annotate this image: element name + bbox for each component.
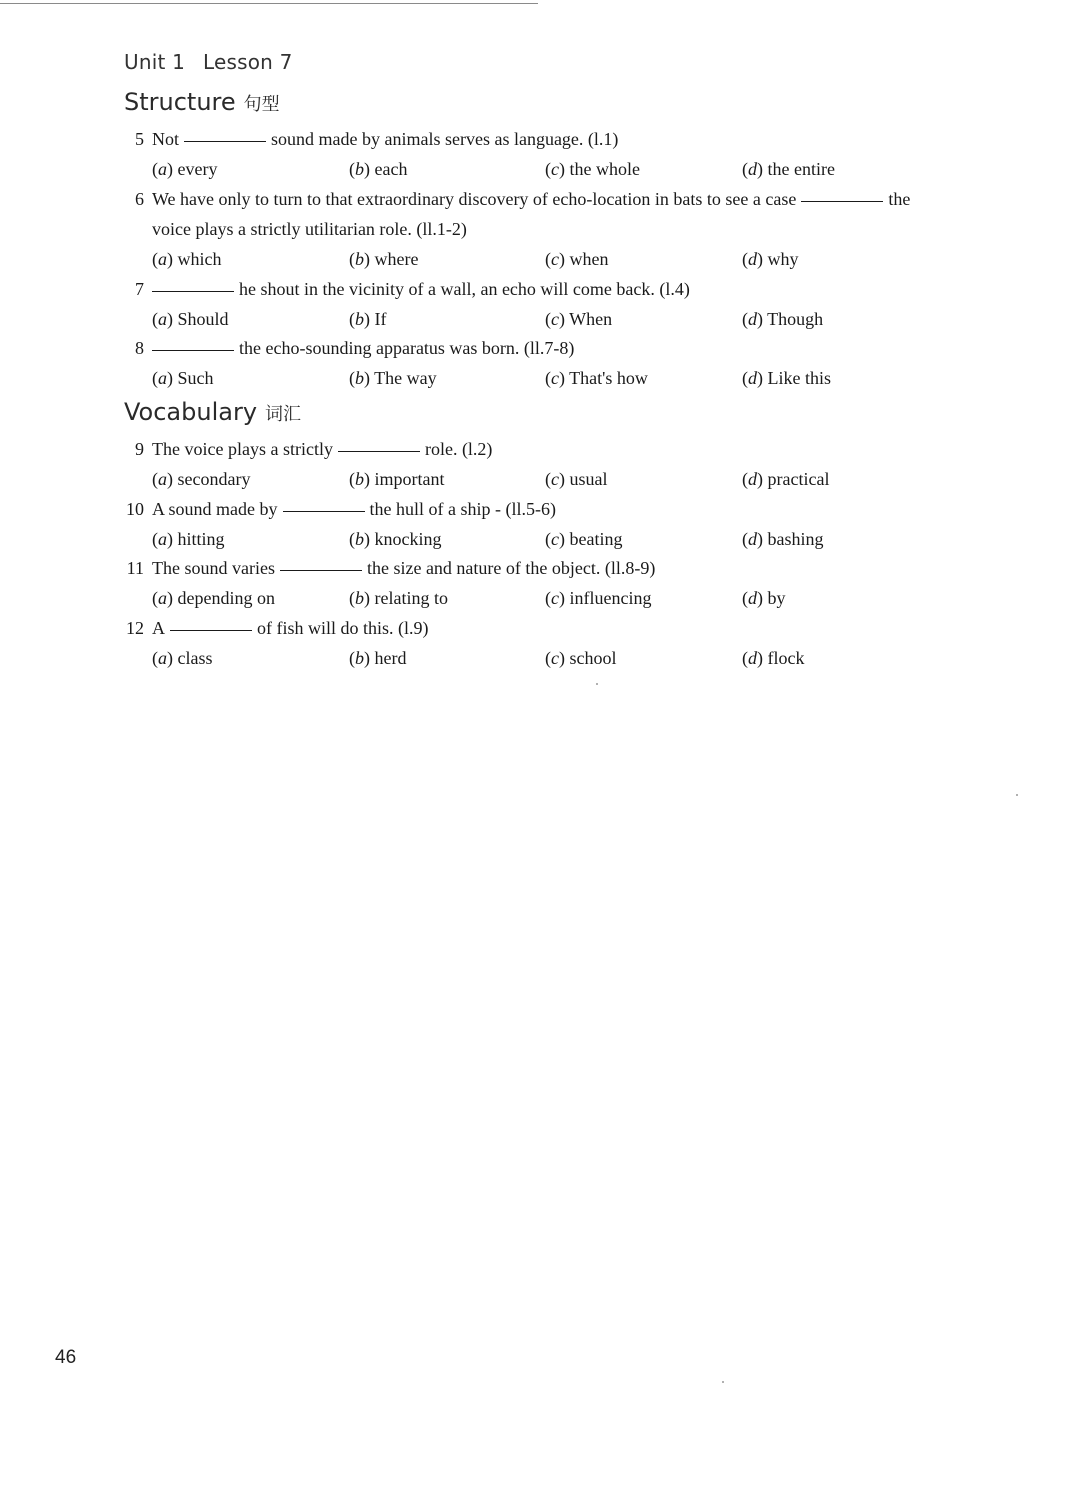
option-text: usual xyxy=(569,469,608,489)
option-letter: b xyxy=(355,469,364,489)
option-a: (a) secondary xyxy=(152,469,251,489)
option-letter: b xyxy=(355,588,364,608)
question-number: 11 xyxy=(126,558,144,578)
option-c: (c) When xyxy=(545,309,613,329)
option-d: (d) the entire xyxy=(742,159,835,179)
question-stem-before: Not xyxy=(152,129,179,149)
option-letter: a xyxy=(158,309,167,329)
question-stem-after: sound made by animals serves as language. (l.1) xyxy=(271,129,619,149)
option-d: (d) by xyxy=(742,588,786,608)
top-rule xyxy=(0,3,538,4)
option-text: every xyxy=(177,159,218,179)
unit-label: Unit 1 xyxy=(124,50,185,74)
question-stem-before: The voice plays a strictly xyxy=(152,439,333,459)
option-letter: c xyxy=(551,368,559,388)
option-letter: d xyxy=(748,159,757,179)
option-text: practical xyxy=(767,469,830,489)
option-d: (d) why xyxy=(742,249,799,269)
option-letter: b xyxy=(355,529,364,549)
answer-blank xyxy=(152,350,234,351)
option-text: each xyxy=(374,159,408,179)
answer-blank xyxy=(184,141,266,142)
option-a: (a) hitting xyxy=(152,529,225,549)
option-letter: a xyxy=(158,469,167,489)
option-letter: a xyxy=(158,368,167,388)
question-stem-after: of fish will do this. (l.9) xyxy=(257,618,429,638)
question-stem-after: the hull of a ship - (ll.5-6) xyxy=(369,499,556,519)
option-letter: c xyxy=(551,588,559,608)
option-letter: c xyxy=(551,648,559,668)
option-text: where xyxy=(374,249,419,269)
section-title-structure xyxy=(124,88,280,116)
lesson-label: Lesson 7 xyxy=(203,50,293,74)
option-letter: b xyxy=(355,368,364,388)
option-a: (a) class xyxy=(152,648,213,668)
question-stem-after: the echo-sounding apparatus was born. (ll.7-8) xyxy=(239,338,575,358)
option-text: depending on xyxy=(177,588,275,608)
scan-speck xyxy=(1016,794,1018,796)
scan-speck xyxy=(722,1381,724,1383)
option-c: (c) beating xyxy=(545,529,623,549)
question-stem-before: We have only to turn to that extraordinary discovery of echo-location in bats to see a case xyxy=(152,189,797,209)
option-a: (a) Such xyxy=(152,368,214,388)
answer-blank xyxy=(801,201,883,202)
option-text: herd xyxy=(374,648,407,668)
option-letter: a xyxy=(158,648,167,668)
option-text: hitting xyxy=(177,529,225,549)
option-letter: b xyxy=(355,309,364,329)
option-text: flock xyxy=(767,648,805,668)
option-b: (b) each xyxy=(349,159,408,179)
question-stem-before: The sound varies xyxy=(152,558,275,578)
question-number: 5 xyxy=(135,129,144,149)
option-text: That's how xyxy=(569,368,648,388)
option-a: (a) depending on xyxy=(152,588,275,608)
option-d: (d) Like this xyxy=(742,368,831,388)
question-number: 8 xyxy=(135,338,144,358)
option-d: (d) Though xyxy=(742,309,824,329)
question-number: 9 xyxy=(135,439,144,459)
option-a: (a) every xyxy=(152,159,218,179)
question-stem-after: the xyxy=(888,189,911,209)
answer-blank xyxy=(170,630,252,631)
option-text: influencing xyxy=(569,588,652,608)
option-text: knocking xyxy=(374,529,442,549)
answer-blank xyxy=(152,291,234,292)
question-text xyxy=(152,128,618,150)
option-d: (d) flock xyxy=(742,648,805,668)
option-letter: c xyxy=(551,469,559,489)
question-number: 12 xyxy=(126,618,144,638)
option-b: (b) The way xyxy=(349,368,437,388)
option-letter: d xyxy=(748,469,757,489)
question-stem-before: A xyxy=(152,618,165,638)
option-b: (b) knocking xyxy=(349,529,442,549)
option-letter: d xyxy=(748,309,757,329)
option-text: the entire xyxy=(767,159,835,179)
question-text xyxy=(152,498,556,520)
option-c: (c) usual xyxy=(545,469,608,489)
question-number: 10 xyxy=(126,499,144,519)
option-a: (a) which xyxy=(152,249,222,269)
option-text: the whole xyxy=(569,159,640,179)
structure-title: Structure xyxy=(124,88,236,116)
question-text xyxy=(152,438,492,460)
question-text xyxy=(152,557,655,579)
option-text: why xyxy=(767,249,799,269)
question-stem-after: role. (l.2) xyxy=(424,439,493,459)
answer-blank xyxy=(280,570,362,571)
option-c: (c) That's how xyxy=(545,368,648,388)
scan-speck xyxy=(596,683,598,685)
option-b: (b) important xyxy=(349,469,445,489)
option-text: which xyxy=(177,249,222,269)
option-letter: a xyxy=(158,159,167,179)
answer-blank xyxy=(338,451,420,452)
option-text: beating xyxy=(569,529,623,549)
option-letter: d xyxy=(748,368,757,388)
question-number: 7 xyxy=(135,279,144,299)
option-letter: b xyxy=(355,249,364,269)
option-b: (b) where xyxy=(349,249,419,269)
option-letter: c xyxy=(551,529,559,549)
section-title-vocabulary xyxy=(124,398,301,426)
question-number: 6 xyxy=(135,189,144,209)
option-text: when xyxy=(569,249,609,269)
option-c: (c) when xyxy=(545,249,609,269)
option-letter: a xyxy=(158,529,167,549)
vocabulary-title: Vocabulary xyxy=(124,398,258,426)
option-c: (c) influencing xyxy=(545,588,652,608)
option-letter: b xyxy=(355,159,364,179)
question-stem-after: the size and nature of the object. (ll.8-9) xyxy=(366,558,656,578)
option-text: important xyxy=(374,469,445,489)
structure-title-cn: 句型 xyxy=(243,94,280,115)
option-text: If xyxy=(374,309,387,329)
option-d: (d) bashing xyxy=(742,529,824,549)
option-letter: a xyxy=(158,588,167,608)
option-text: bashing xyxy=(767,529,824,549)
page-number: 46 xyxy=(55,1347,77,1368)
option-a: (a) Should xyxy=(152,309,229,329)
option-letter: c xyxy=(551,159,559,179)
question-text-line2: voice plays a strictly utilitarian role. (ll.1-2) xyxy=(152,219,467,239)
question-stem-before: A sound made by xyxy=(152,499,278,519)
option-text: class xyxy=(177,648,213,668)
option-b: (b) If xyxy=(349,309,387,329)
option-letter: d xyxy=(748,648,757,668)
option-text: Such xyxy=(177,368,214,388)
option-c: (c) school xyxy=(545,648,617,668)
option-b: (b) herd xyxy=(349,648,407,668)
question-text xyxy=(152,278,690,300)
option-d: (d) practical xyxy=(742,469,830,489)
option-letter: d xyxy=(748,529,757,549)
question-stem-after: he shout in the vicinity of a wall, an echo will come back. (l.4) xyxy=(239,279,690,299)
option-letter: a xyxy=(158,249,167,269)
option-text: The way xyxy=(374,368,437,388)
option-letter: d xyxy=(748,588,757,608)
option-text: by xyxy=(767,588,786,608)
option-text: Though xyxy=(767,309,824,329)
option-letter: d xyxy=(748,249,757,269)
option-letter: c xyxy=(551,309,559,329)
vocabulary-title-cn: 词汇 xyxy=(265,404,302,425)
option-text: When xyxy=(569,309,613,329)
option-text: school xyxy=(569,648,617,668)
option-letter: c xyxy=(551,249,559,269)
question-text xyxy=(152,617,429,639)
option-b: (b) relating to xyxy=(349,588,448,608)
option-text: Like this xyxy=(767,368,831,388)
option-letter: b xyxy=(355,648,364,668)
option-text: Should xyxy=(177,309,229,329)
option-c: (c) the whole xyxy=(545,159,640,179)
unit-header xyxy=(124,50,293,74)
answer-blank xyxy=(283,511,365,512)
option-text: relating to xyxy=(374,588,448,608)
option-text: secondary xyxy=(177,469,251,489)
question-text xyxy=(152,188,910,210)
question-text xyxy=(152,337,574,359)
